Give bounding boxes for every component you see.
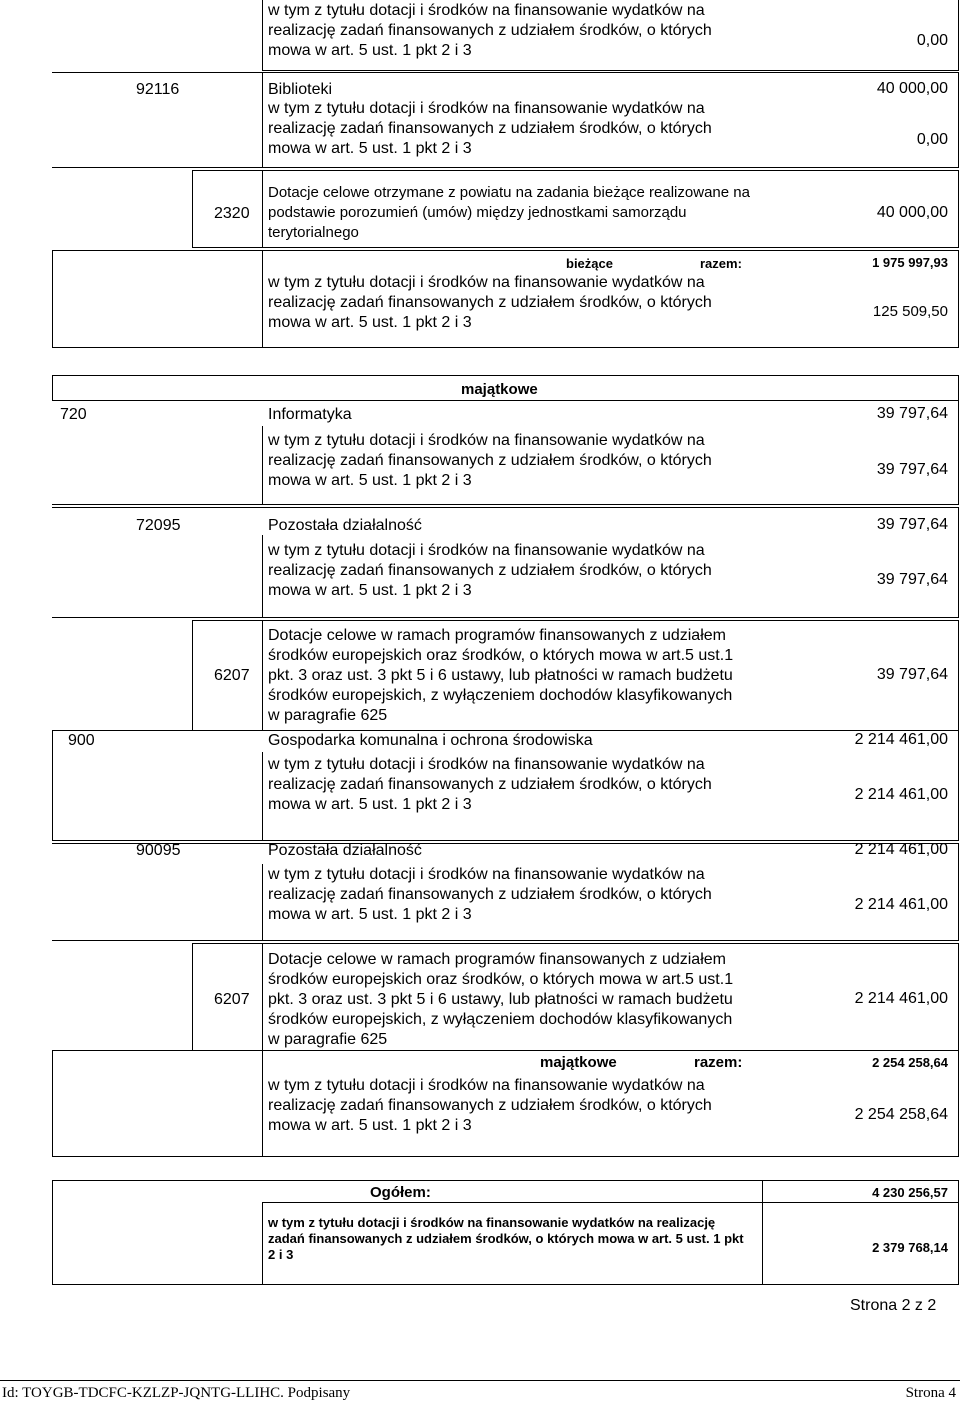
chapter-code: 92116 [136,81,180,98]
total-label: Ogółem: [370,1184,431,1201]
section-name: Informatyka [268,406,352,423]
wtym-value: 2 214 461,00 [854,896,948,913]
paragraph-code: 6207 [214,667,250,684]
chapter-code: 90095 [136,842,181,859]
paragraph-value: 40 000,00 [876,204,948,221]
wtym-label: w tym z tytułu dotacji i środków na finansowanie wydatków na realizację zadań finansowanych z udziałem środków, o których mowa w art. 5 ust. 1 pkt 2 i 3 [268,756,712,813]
paragraph-name: Dotacje celowe w ramach programów finansowanych z udziałem środków europejskich oraz środków, o których mowa w art.5 ust.1 pkt. 3 oraz ust. 3 pkt 5 i 6 ustawy, lub płatności w ramach budżetu środków europejskich, z wyłączeniem dochodów klasyfikowanych w paragrafie 625 [268,627,734,724]
wtym-label: w tym z tytułu dotacji i środków na finansowanie wydatków na realizację zadań finansowanych z udziałem środków, o których mowa w art. 5 ust. 1 pkt 2 i 3 [268,274,712,331]
sum-type-label: bieżące [566,256,613,271]
wtym-label: w tym z tytułu dotacji i środków na finansowanie wydatków na realizację zadań finansowanych z udziałem środków, o których mowa w art. 5 ust. 1 pkt 2 i 3 [268,100,712,157]
wtym-value: 39 797,64 [876,461,948,478]
section-name: Gospodarka komunalna i ochrona środowiska [268,732,593,749]
total-value: 4 230 256,57 [872,1185,948,1200]
footer-page: Strona 4 [905,1385,956,1401]
section-header: majątkowe [461,381,538,398]
section-code: 900 [68,732,95,749]
chapter-name: Pozostała działalność [268,842,422,859]
paragraph-name: Dotacje celowe w ramach programów finansowanych z udziałem środków europejskich oraz środków, o których mowa w art.5 ust.1 pkt. 3 oraz ust. 3 pkt 5 i 6 ustawy, lub płatności w ramach budżetu środków europejskich, z wyłączeniem dochodów klasyfikowanych w paragrafie 625 [268,951,734,1048]
wtym-label: w tym z tytułu dotacji i środków na finansowanie wydatków na realizację zadań finansowanych z udziałem środków, o których mowa w art. 5 ust. 1 pkt 2 i 3 [268,542,712,599]
total-wtym-value: 2 379 768,14 [872,1240,948,1255]
wtym-label: w tym z tytułu dotacji i środków na finansowanie wydatków na realizację zadań finansowanych z udziałem środków, o których mowa w art. 5 ust. 1 pkt 2 i 3 [268,2,712,59]
chapter-value: 2 214 461,00 [854,841,948,858]
chapter-value: 40 000,00 [876,80,948,97]
footer-id: Id: TOYGB-TDCFC-KZLZP-JQNTG-LLIHC. Podpisany [2,1385,351,1401]
wtym-value: 125 509,50 [872,303,948,320]
paragraph-name: Dotacje celowe otrzymane z powiatu na zadania bieżące realizowane na podstawie porozumień (umów) między jednostkami samorządu terytorialnego [268,184,750,241]
wtym-label: w tym z tytułu dotacji i środków na finansowanie wydatków na realizację zadań finansowanych z udziałem środków, o których mowa w art. 5 ust. 1 pkt 2 i 3 [268,432,712,489]
sum-type-label: majątkowe [540,1054,617,1071]
paragraph-value: 39 797,64 [876,666,948,683]
total-wtym-label: w tym z tytułu dotacji i środków na finansowanie wydatków na realizację zadań finansowanych z udziałem środków, o których mowa w art. 5 ust. 1 pkt 2 i 3 [268,1215,744,1262]
sum-razem-label: razem: [694,1054,743,1071]
chapter-name: Biblioteki [268,81,333,98]
paragraph-code: 6207 [214,991,250,1008]
wtym-value: 39 797,64 [876,571,948,588]
chapter-value: 39 797,64 [876,516,948,533]
wtym-label: w tym z tytułu dotacji i środków na finansowanie wydatków na realizację zadań finansowanych z udziałem środków, o których mowa w art. 5 ust. 1 pkt 2 i 3 [268,866,712,923]
wtym-value: 2 214 461,00 [854,786,948,803]
sum-razem-label: razem: [700,256,742,271]
chapter-code: 72095 [136,517,181,534]
paragraph-value: 2 214 461,00 [854,990,948,1007]
wtym-label: w tym z tytułu dotacji i środków na finansowanie wydatków na realizację zadań finansowanych z udziałem środków, o których mowa w art. 5 ust. 1 pkt 2 i 3 [268,1077,712,1134]
page-label: Strona 2 z 2 [850,1297,937,1314]
wtym-value: 2 254 258,64 [854,1106,948,1123]
sum-value: 2 254 258,64 [872,1055,948,1070]
wtym-value: 0,00 [916,32,948,49]
section-value: 2 214 461,00 [854,731,948,748]
section-value: 39 797,64 [876,405,948,422]
sum-value: 1 975 997,93 [872,255,948,270]
chapter-name: Pozostała działalność [268,517,422,534]
section-code: 720 [60,406,87,423]
wtym-value: 0,00 [916,131,948,148]
paragraph-code: 2320 [214,205,250,222]
